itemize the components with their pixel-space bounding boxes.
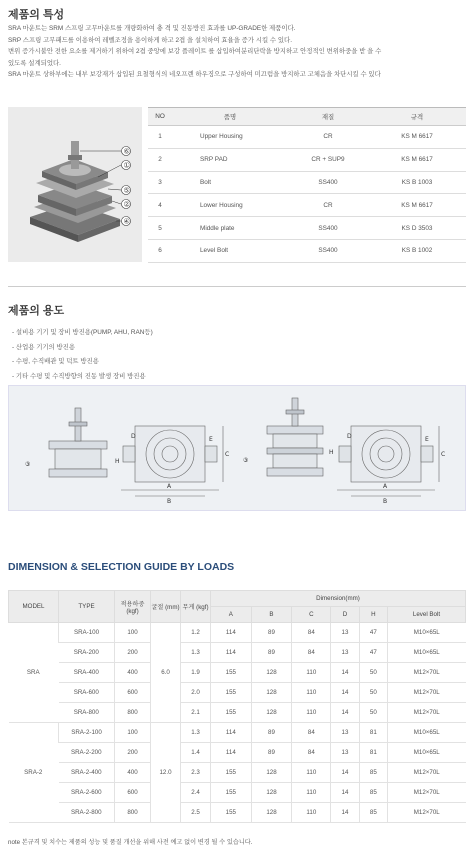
usage-list [12, 326, 153, 384]
dimension-cell: SRA-200 [59, 643, 115, 663]
parts-header-spec: 규격 [368, 108, 466, 126]
callout-6: ⑥ [123, 147, 130, 156]
dimension-cell: 400 [115, 763, 151, 783]
drawing-label: E [425, 436, 429, 443]
dimension-cell: 13 [331, 723, 359, 743]
dimension-cell: 128 [251, 703, 292, 723]
dimension-cell: 89 [251, 723, 292, 743]
dimension-cell: 2.5 [181, 803, 211, 823]
dimension-row [9, 643, 466, 663]
drawing-label: A [383, 483, 388, 490]
dimension-cell: SRA-600 [59, 683, 115, 703]
dimension-cell: 114 [211, 743, 252, 763]
dimension-cell: 100 [115, 623, 151, 643]
dimension-cell: 2.3 [181, 763, 211, 783]
parts-cell: SS400 [288, 239, 368, 262]
parts-cell: 6 [148, 239, 172, 262]
parts-cell: SRP PAD [172, 148, 288, 171]
dimension-cell: 14 [331, 803, 359, 823]
dimension-cell: SRA-400 [59, 663, 115, 683]
features-title: 제품의 특성 [8, 9, 65, 21]
dimension-cell: 2.1 [181, 703, 211, 723]
dimension-cell: 155 [211, 663, 252, 683]
features-text [8, 23, 466, 81]
dimension-cell: M12×70L [388, 763, 466, 783]
usage-item: - 산업용 기기의 방진용 [12, 343, 76, 351]
parts-row [148, 171, 466, 194]
dimension-cell: SRA-800 [59, 703, 115, 723]
model-cell: SRA-2 [9, 723, 59, 823]
parts-row [148, 126, 466, 149]
dimension-cell: 50 [359, 683, 387, 703]
dimension-cell: 14 [331, 703, 359, 723]
usage-item: - 수평, 수직배관 및 덕트 방진용 [12, 358, 99, 365]
dimension-cell: 110 [292, 663, 331, 683]
usage-item: - 설비용 기기 및 장비 방진용(PUMP, AHU, RAN등) [12, 329, 153, 336]
dimension-cell: SRA-2-600 [59, 783, 115, 803]
dimension-cell: 110 [292, 783, 331, 803]
dimension-cell: 128 [251, 683, 292, 703]
dimension-cell: 14 [331, 663, 359, 683]
parts-header-name: 품명 [172, 108, 288, 126]
parts-cell: KS M 6617 [368, 126, 466, 149]
parts-cell: KS B 1003 [368, 171, 466, 194]
parts-header-no: NO [148, 108, 172, 126]
dimension-cell: 155 [211, 763, 252, 783]
parts-row [148, 148, 466, 171]
dim-header-type: TYPE [59, 591, 115, 623]
model-cell: SRA [9, 623, 59, 723]
dimension-cell: 50 [359, 663, 387, 683]
dimension-row [9, 743, 466, 763]
dimension-cell: 81 [359, 743, 387, 763]
parts-row [148, 239, 466, 262]
parts-row [148, 217, 466, 240]
drawing-label: B [167, 498, 172, 505]
parts-cell: SS400 [288, 217, 368, 240]
drawing-label: H [115, 458, 120, 465]
drawing-label: ③ [25, 461, 31, 468]
dimension-cell: 84 [292, 723, 331, 743]
dimension-cell: 1.4 [181, 743, 211, 763]
dimension-cell: 800 [115, 803, 151, 823]
dim-col-h: H [359, 607, 387, 623]
dimension-cell: 200 [115, 643, 151, 663]
drawing-label: C [441, 451, 446, 458]
dimension-cell: 128 [251, 763, 292, 783]
dimension-cell: 14 [331, 683, 359, 703]
dimension-cell: 114 [211, 723, 252, 743]
dimension-cell: 200 [115, 743, 151, 763]
parts-cell: Bolt [172, 171, 288, 194]
parts-cell: 5 [148, 217, 172, 240]
dimension-cell: 1.3 [181, 643, 211, 663]
parts-cell: Lower Housing [172, 194, 288, 217]
dimension-row [9, 783, 466, 803]
feature-line: SRA 마운트는 SRM 스프링 고무마운트를 개량화하여 충 격 및 진동방진 효과를 UP-GRADE한 제품이다. [8, 25, 296, 32]
dim-header-deflection: 굴절 (mm) [151, 591, 181, 623]
dimension-cell: 81 [359, 723, 387, 743]
dimension-cell: 89 [251, 743, 292, 763]
feature-line: SRP 스프링 고무패드를 이용하여 레벨조정을 용이하게 하고 2겹 을 설치하여 효율을 증가 시킬 수 있다. [8, 36, 292, 44]
dimension-cell: 155 [211, 803, 252, 823]
dimension-cell: 85 [359, 783, 387, 803]
drawing-label: D [131, 433, 136, 440]
dimension-cell: M12×70L [388, 683, 466, 703]
dimension-cell: SRA-2-200 [59, 743, 115, 763]
parts-cell: KS D 3503 [368, 217, 466, 240]
dimension-row [9, 703, 466, 723]
parts-cell: 2 [148, 148, 172, 171]
dimension-row [9, 623, 466, 643]
drawing-label: D [347, 433, 352, 440]
dim-header-load: 적용하중 (kgf) [115, 591, 151, 623]
deflection-cell: 6.0 [151, 623, 181, 723]
dimension-cell: 2.4 [181, 783, 211, 803]
parts-cell: Upper Housing [172, 126, 288, 149]
dimension-cell: 14 [331, 763, 359, 783]
parts-cell: SS400 [288, 171, 368, 194]
callout-1: ① [123, 161, 130, 170]
dimension-table [8, 590, 466, 823]
dim-col-d: D [331, 607, 359, 623]
dim-col-level-bolt: Level Bolt [388, 607, 466, 623]
parts-row [148, 194, 466, 217]
parts-cell: KS B 1002 [368, 239, 466, 262]
dimension-cell: 84 [292, 743, 331, 763]
dimension-cell: 2.0 [181, 683, 211, 703]
parts-cell: 4 [148, 194, 172, 217]
parts-cell: 3 [148, 171, 172, 194]
parts-cell: Level Bolt [172, 239, 288, 262]
dimension-cell: 13 [331, 743, 359, 763]
section-divider [8, 286, 466, 287]
parts-cell: KS M 6617 [368, 148, 466, 171]
dimension-cell: 110 [292, 763, 331, 783]
dimension-title: DIMENSION & SELECTION GUIDE BY LOADS [8, 561, 235, 573]
dimension-cell: 89 [251, 643, 292, 663]
dimension-cell: 114 [211, 623, 252, 643]
dim-header-model: MODEL [9, 591, 59, 623]
dimension-cell: SRA-2-400 [59, 763, 115, 783]
dimension-cell: 800 [115, 703, 151, 723]
dimension-cell: 128 [251, 663, 292, 683]
parts-cell: Middle plate [172, 217, 288, 240]
dim-header-weight: 무게 (kgf) [181, 591, 211, 623]
dimension-cell: 155 [211, 783, 252, 803]
dimension-cell: 1.2 [181, 623, 211, 643]
callout-5: ⑤ [123, 186, 130, 195]
parts-table [148, 107, 466, 263]
dimension-cell: 85 [359, 803, 387, 823]
drawing-label: B [383, 498, 388, 505]
feature-line: 변위 증가시불안 전한 요소를 제거하기 위하여 2겹 중앙에 보강 플레이트 를 삽입하여분리단락을 방지하고 안정적인 변위하중을 받 을 수 [8, 48, 382, 55]
dimension-cell: 89 [251, 623, 292, 643]
dimension-cell: 1.3 [181, 723, 211, 743]
dimension-cell: 47 [359, 643, 387, 663]
dimension-cell: 600 [115, 683, 151, 703]
parts-header-material: 재질 [288, 108, 368, 126]
dimension-cell: 1.9 [181, 663, 211, 683]
parts-cell: CR [288, 194, 368, 217]
dimension-cell: SRA-2-800 [59, 803, 115, 823]
dimension-row [9, 683, 466, 703]
dimension-row [9, 763, 466, 783]
technical-drawings [8, 385, 466, 511]
dimension-cell: M10×65L [388, 723, 466, 743]
dim-col-c: C [292, 607, 331, 623]
deflection-cell: 12.0 [151, 723, 181, 823]
feature-line: SRA 마운트 상하부에는 내부 보강재가 삽입된 요철형식의 네오프렌 하우징으로 구성하여 미끄럼을 방지하고 고체음을 차단시킬 수 있다 [8, 71, 381, 78]
dimension-cell: 100 [115, 723, 151, 743]
dimension-row [9, 663, 466, 683]
dimension-cell: 155 [211, 703, 252, 723]
dimension-row [9, 803, 466, 823]
dimension-cell: 13 [331, 643, 359, 663]
dimension-cell: 110 [292, 803, 331, 823]
dimension-cell: 13 [331, 623, 359, 643]
dimension-cell: M12×70L [388, 803, 466, 823]
dimension-cell: SRA-100 [59, 623, 115, 643]
dimension-row [9, 723, 466, 743]
dimension-cell: M10×65L [388, 623, 466, 643]
dimension-cell: 84 [292, 643, 331, 663]
callout-2: ② [123, 200, 130, 209]
drawing-label: C [225, 451, 230, 458]
dimension-cell: 155 [211, 683, 252, 703]
dimension-cell: M10×65L [388, 643, 466, 663]
parts-cell: CR [288, 126, 368, 149]
parts-cell: 1 [148, 126, 172, 149]
drawing-label: E [209, 436, 213, 443]
drawing-label: ③ [243, 457, 249, 464]
product-illustration [8, 107, 142, 262]
feature-line: 있도록 설계되었다. [8, 59, 61, 67]
drawing-label: H [329, 449, 334, 456]
drawing-label: A [167, 483, 172, 490]
dimension-cell: 84 [292, 623, 331, 643]
dimension-cell: M12×70L [388, 663, 466, 683]
dimension-cell: 110 [292, 703, 331, 723]
dimension-cell: 600 [115, 783, 151, 803]
dimension-cell: SRA-2-100 [59, 723, 115, 743]
parts-cell: CR + SUP9 [288, 148, 368, 171]
dimension-cell: 110 [292, 683, 331, 703]
dimension-cell: 400 [115, 663, 151, 683]
callout-4: ④ [123, 217, 130, 226]
dimension-cell: 47 [359, 623, 387, 643]
dimension-cell: 114 [211, 643, 252, 663]
parts-cell: KS M 6617 [368, 194, 466, 217]
usage-title: 제품의 용도 [8, 305, 65, 317]
note-text: note 본규격 및 치수는 제품의 성능 및 품질 개선을 위해 사전 예고 없이 변경 될 수 있습니다. [8, 839, 253, 846]
usage-item: - 기타 수평 및 수직방향의 진동 발생 장비 방진용 [12, 372, 146, 380]
dim-header-dimension: Dimension(mm) [211, 591, 466, 607]
dimension-cell: 128 [251, 783, 292, 803]
dimension-cell: M12×70L [388, 703, 466, 723]
dimension-cell: 128 [251, 803, 292, 823]
dim-col-a: A [211, 607, 252, 623]
dimension-cell: 50 [359, 703, 387, 723]
dimension-cell: 14 [331, 783, 359, 803]
dimension-cell: M10×65L [388, 743, 466, 763]
dim-col-b: B [251, 607, 292, 623]
dimension-cell: 85 [359, 763, 387, 783]
dimension-cell: M12×70L [388, 783, 466, 803]
